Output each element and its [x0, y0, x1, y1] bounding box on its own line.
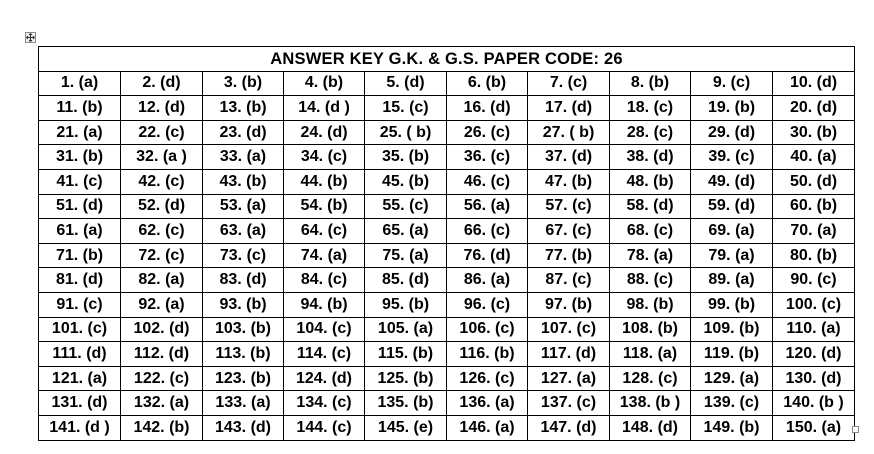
- answer-cell[interactable]: 139. (c): [691, 391, 773, 416]
- answer-cell[interactable]: 99. (b): [691, 292, 773, 317]
- answer-row: [39, 120, 855, 145]
- answer-cell[interactable]: 122. (c): [121, 366, 203, 391]
- answer-row: [39, 268, 855, 293]
- move-arrows-icon: [26, 33, 35, 42]
- answer-cell[interactable]: 111. (d): [39, 342, 121, 367]
- answer-cell[interactable]: 25. ( b): [365, 120, 447, 145]
- answer-row: [39, 243, 855, 268]
- answer-row: [39, 415, 855, 440]
- table-resize-handle[interactable]: [852, 426, 859, 433]
- answer-row: [39, 366, 855, 391]
- answer-row: [39, 145, 855, 170]
- answer-cell[interactable]: 141. (d ): [39, 415, 121, 440]
- answer-cell[interactable]: 62. (c): [121, 219, 203, 244]
- answer-cell[interactable]: 114. (c): [284, 342, 365, 367]
- answer-cell[interactable]: 93. (b): [203, 292, 284, 317]
- answer-cell[interactable]: 104. (c): [284, 317, 365, 342]
- answer-cell[interactable]: 45. (b): [365, 169, 447, 194]
- answer-cell[interactable]: 69. (a): [691, 219, 773, 244]
- answer-cell[interactable]: 71. (b): [39, 243, 121, 268]
- answer-cell[interactable]: 70. (a): [773, 219, 855, 244]
- answer-cell[interactable]: 39. (c): [691, 145, 773, 170]
- answer-cell[interactable]: 7. (c): [528, 71, 610, 96]
- answer-cell[interactable]: 28. (c): [610, 120, 691, 145]
- answer-cell[interactable]: 59. (d): [691, 194, 773, 219]
- answer-cell[interactable]: 89. (a): [691, 268, 773, 293]
- answer-cell[interactable]: 147. (d): [528, 415, 610, 440]
- answer-key-table: [38, 46, 855, 441]
- answer-row: [39, 391, 855, 416]
- answer-cell[interactable]: 133. (a): [203, 391, 284, 416]
- answer-cell[interactable]: 68. (c): [610, 219, 691, 244]
- answer-cell[interactable]: 134. (c): [284, 391, 365, 416]
- answer-cell[interactable]: 72. (c): [121, 243, 203, 268]
- answer-cell[interactable]: 37. (d): [528, 145, 610, 170]
- answer-cell[interactable]: 120. (d): [773, 342, 855, 367]
- answer-cell[interactable]: 106. (c): [447, 317, 528, 342]
- answer-cell[interactable]: 42. (c): [121, 169, 203, 194]
- answer-cell[interactable]: 58. (d): [610, 194, 691, 219]
- answer-cell[interactable]: 61. (a): [39, 219, 121, 244]
- table-move-handle[interactable]: [25, 32, 36, 43]
- answer-cell[interactable]: 83. (d): [203, 268, 284, 293]
- answer-cell[interactable]: 91. (c): [39, 292, 121, 317]
- answer-cell[interactable]: 55. (c): [365, 194, 447, 219]
- answer-cell[interactable]: 138. (b ): [610, 391, 691, 416]
- answer-cell[interactable]: 56. (a): [447, 194, 528, 219]
- answer-row: [39, 96, 855, 121]
- answer-cell[interactable]: 47. (b): [528, 169, 610, 194]
- answer-cell[interactable]: 20. (d): [773, 96, 855, 121]
- answer-cell[interactable]: 96. (c): [447, 292, 528, 317]
- answer-cell[interactable]: 85. (d): [365, 268, 447, 293]
- answer-row: [39, 342, 855, 367]
- answer-cell[interactable]: 49. (d): [691, 169, 773, 194]
- answer-cell[interactable]: 35. (b): [365, 145, 447, 170]
- answer-cell[interactable]: 101. (c): [39, 317, 121, 342]
- answer-cell[interactable]: 13. (b): [203, 96, 284, 121]
- answer-cell[interactable]: 31. (b): [39, 145, 121, 170]
- answer-cell[interactable]: 79. (a): [691, 243, 773, 268]
- answer-cell[interactable]: 126. (c): [447, 366, 528, 391]
- answer-row: [39, 169, 855, 194]
- answer-cell[interactable]: 60. (b): [773, 194, 855, 219]
- answer-cell[interactable]: 84. (c): [284, 268, 365, 293]
- answer-cell[interactable]: 34. (c): [284, 145, 365, 170]
- answer-cell[interactable]: 140. (b ): [773, 391, 855, 416]
- answer-cell[interactable]: 64. (c): [284, 219, 365, 244]
- answer-cell[interactable]: 11. (b): [39, 96, 121, 121]
- answer-cell[interactable]: 32. (a ): [121, 145, 203, 170]
- title-row: [39, 47, 855, 72]
- answer-cell[interactable]: 90. (c): [773, 268, 855, 293]
- answer-cell[interactable]: 118. (a): [610, 342, 691, 367]
- answer-cell[interactable]: 1. (a): [39, 71, 121, 96]
- answer-cell[interactable]: 41. (c): [39, 169, 121, 194]
- answer-cell[interactable]: 127. (a): [528, 366, 610, 391]
- answer-cell[interactable]: 130. (d): [773, 366, 855, 391]
- answer-cell[interactable]: 95. (b): [365, 292, 447, 317]
- answer-cell[interactable]: 3. (b): [203, 71, 284, 96]
- answer-cell[interactable]: 15. (c): [365, 96, 447, 121]
- answer-cell[interactable]: 52. (d): [121, 194, 203, 219]
- answer-cell[interactable]: 6. (b): [447, 71, 528, 96]
- answer-cell[interactable]: 107. (c): [528, 317, 610, 342]
- answer-row: [39, 292, 855, 317]
- answer-cell[interactable]: 29. (d): [691, 120, 773, 145]
- answer-cell[interactable]: 116. (b): [447, 342, 528, 367]
- answer-cell[interactable]: 51. (d): [39, 194, 121, 219]
- answer-cell[interactable]: 125. (b): [365, 366, 447, 391]
- answer-cell[interactable]: 108. (b): [610, 317, 691, 342]
- answer-cell[interactable]: 38. (d): [610, 145, 691, 170]
- answer-cell[interactable]: 36. (c): [447, 145, 528, 170]
- answer-cell[interactable]: 17. (d): [528, 96, 610, 121]
- answer-cell[interactable]: 40. (a): [773, 145, 855, 170]
- answer-row: [39, 194, 855, 219]
- answer-cell[interactable]: 103. (b): [203, 317, 284, 342]
- answer-cell[interactable]: 14. (d ): [284, 96, 365, 121]
- answer-cell[interactable]: 4. (b): [284, 71, 365, 96]
- answer-cell[interactable]: 48. (b): [610, 169, 691, 194]
- answer-cell[interactable]: 57. (c): [528, 194, 610, 219]
- answer-cell[interactable]: 63. (a): [203, 219, 284, 244]
- answer-cell[interactable]: 22. (c): [121, 120, 203, 145]
- answer-cell[interactable]: 87. (c): [528, 268, 610, 293]
- answer-cell[interactable]: 98. (b): [610, 292, 691, 317]
- answer-cell[interactable]: 124. (d): [284, 366, 365, 391]
- answer-cell[interactable]: 50. (d): [773, 169, 855, 194]
- answer-cell[interactable]: 16. (d): [447, 96, 528, 121]
- answer-cell[interactable]: 54. (b): [284, 194, 365, 219]
- answer-cell[interactable]: 144. (c): [284, 415, 365, 440]
- answer-cell[interactable]: 132. (a): [121, 391, 203, 416]
- answer-cell[interactable]: 75. (a): [365, 243, 447, 268]
- answer-row: [39, 317, 855, 342]
- answer-cell[interactable]: 94. (b): [284, 292, 365, 317]
- answer-cell[interactable]: 119. (b): [691, 342, 773, 367]
- answer-cell[interactable]: 65. (a): [365, 219, 447, 244]
- answer-cell[interactable]: 9. (c): [691, 71, 773, 96]
- answer-cell[interactable]: 82. (a): [121, 268, 203, 293]
- answer-cell[interactable]: 67. (c): [528, 219, 610, 244]
- answer-cell[interactable]: 129. (a): [691, 366, 773, 391]
- answer-cell[interactable]: 142. (b): [121, 415, 203, 440]
- answer-cell[interactable]: 137. (c): [528, 391, 610, 416]
- answer-cell[interactable]: 102. (d): [121, 317, 203, 342]
- answer-cell[interactable]: 97. (b): [528, 292, 610, 317]
- answer-cell[interactable]: 109. (b): [691, 317, 773, 342]
- answer-cell[interactable]: 43. (b): [203, 169, 284, 194]
- answer-cell[interactable]: 77. (b): [528, 243, 610, 268]
- answer-cell[interactable]: 117. (d): [528, 342, 610, 367]
- answer-cell[interactable]: 18. (c): [610, 96, 691, 121]
- answer-cell[interactable]: 81. (d): [39, 268, 121, 293]
- answer-cell[interactable]: 21. (a): [39, 120, 121, 145]
- answer-cell[interactable]: 66. (c): [447, 219, 528, 244]
- answer-cell[interactable]: 88. (c): [610, 268, 691, 293]
- answer-cell[interactable]: 53. (a): [203, 194, 284, 219]
- answer-cell[interactable]: 112. (d): [121, 342, 203, 367]
- answer-cell[interactable]: 5. (d): [365, 71, 447, 96]
- answer-cell[interactable]: 8. (b): [610, 71, 691, 96]
- answer-cell[interactable]: 113. (b): [203, 342, 284, 367]
- answer-cell[interactable]: 145. (e): [365, 415, 447, 440]
- answer-cell[interactable]: 76. (d): [447, 243, 528, 268]
- answer-row: [39, 219, 855, 244]
- answer-cell[interactable]: 78. (a): [610, 243, 691, 268]
- answer-cell[interactable]: 121. (a): [39, 366, 121, 391]
- answer-cell[interactable]: 44. (b): [284, 169, 365, 194]
- answer-cell[interactable]: 73. (c): [203, 243, 284, 268]
- answer-cell[interactable]: 92. (a): [121, 292, 203, 317]
- answer-cell[interactable]: 27. ( b): [528, 120, 610, 145]
- answer-row: [39, 71, 855, 96]
- answer-cell[interactable]: 10. (d): [773, 71, 855, 96]
- answer-cell[interactable]: 105. (a): [365, 317, 447, 342]
- table-title[interactable]: ANSWER KEY G.K. & G.S. PAPER CODE: 26: [39, 47, 855, 72]
- answer-cell[interactable]: 33. (a): [203, 145, 284, 170]
- answer-cell[interactable]: 24. (d): [284, 120, 365, 145]
- answer-cell[interactable]: 148. (d): [610, 415, 691, 440]
- answer-cell[interactable]: 150. (a): [773, 415, 855, 440]
- answer-cell[interactable]: 46. (c): [447, 169, 528, 194]
- answer-cell[interactable]: 149. (b): [691, 415, 773, 440]
- answer-rows: [39, 71, 855, 440]
- answer-cell[interactable]: 123. (b): [203, 366, 284, 391]
- answer-cell[interactable]: 128. (c): [610, 366, 691, 391]
- answer-cell[interactable]: 136. (a): [447, 391, 528, 416]
- answer-cell[interactable]: 115. (b): [365, 342, 447, 367]
- answer-cell[interactable]: 26. (c): [447, 120, 528, 145]
- answer-cell[interactable]: 30. (b): [773, 120, 855, 145]
- answer-cell[interactable]: 143. (d): [203, 415, 284, 440]
- answer-cell[interactable]: 86. (a): [447, 268, 528, 293]
- answer-cell[interactable]: 2. (d): [121, 71, 203, 96]
- answer-cell[interactable]: 74. (a): [284, 243, 365, 268]
- answer-cell[interactable]: 146. (a): [447, 415, 528, 440]
- answer-cell[interactable]: 100. (c): [773, 292, 855, 317]
- answer-cell[interactable]: 80. (b): [773, 243, 855, 268]
- answer-cell[interactable]: 12. (d): [121, 96, 203, 121]
- answer-cell[interactable]: 135. (b): [365, 391, 447, 416]
- answer-cell[interactable]: 110. (a): [773, 317, 855, 342]
- answer-cell[interactable]: 23. (d): [203, 120, 284, 145]
- answer-cell[interactable]: 131. (d): [39, 391, 121, 416]
- answer-cell[interactable]: 19. (b): [691, 96, 773, 121]
